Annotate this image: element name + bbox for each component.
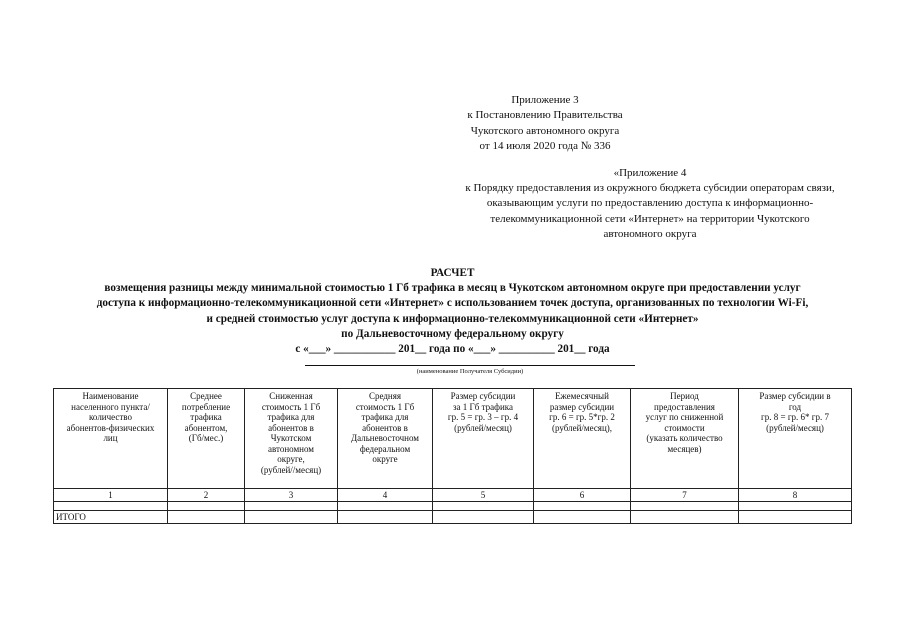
annex4-line: «Приложение 4 (613, 167, 687, 179)
table-cell (338, 501, 433, 510)
header-cell: Средняя стоимость 1 Гб трафика для абонентов в Дальневосточном федеральном округе (338, 389, 433, 489)
table-cell (433, 501, 534, 510)
recipient-caption: (наименование Получателя Субсидии) (416, 368, 524, 375)
header-cell: Сниженная стоимость 1 Гб трафика для абонентов в Чукотском автономном округе, (рублей//месяц) (245, 389, 338, 489)
annex4-line: к Порядку предоставления из окружного бюджета субсидии операторам связи, (465, 182, 835, 195)
table-cell (534, 510, 631, 524)
table-cell (433, 510, 534, 524)
column-number: 2 (168, 489, 245, 502)
annex-line: Приложение 3 (511, 94, 579, 106)
annex-reference (380, 93, 710, 155)
header-cell: Среднее потребление трафика абонентом, (Гб/мес.) (168, 389, 245, 489)
column-number: 1 (54, 489, 168, 502)
annex-line: от 14 июля 2020 года № 336 (479, 140, 611, 153)
annex4-reference (415, 166, 885, 242)
column-number: 8 (739, 489, 852, 502)
title-line: по Дальневосточному федеральному округу (341, 327, 564, 340)
table-cell (168, 510, 245, 524)
table-cell (739, 510, 852, 524)
table-header-row (54, 389, 852, 489)
table-cell (168, 501, 245, 510)
annex4-line: автономного округа (603, 227, 697, 240)
header-cell: Период предоставления услуг по сниженной стоимости (указать количество месяцев) (631, 389, 739, 489)
header-cell: Ежемесячный размер субсидии гр. 6 = гр. 5*гр. 2 (рублей/месяц), (534, 389, 631, 489)
column-number: 4 (338, 489, 433, 502)
empty-data-row (54, 501, 852, 510)
table-cell (631, 501, 739, 510)
annex4-line: оказывающим услуги по предоставлению доступа к информационно- (486, 197, 814, 210)
table-cell (245, 501, 338, 510)
title-line: доступа к информационно-телекоммуникационной сети «Интернет» с использованием точек доступа, организованных по технологии Wi-Fi, (96, 297, 809, 310)
document-title (20, 266, 885, 357)
annex-line: Чукотского автономного округа (470, 124, 620, 137)
column-number: 3 (245, 489, 338, 502)
table-cell (54, 501, 168, 510)
column-number: 5 (433, 489, 534, 502)
title-line: и средней стоимостью услуг доступа к информационно-телекоммуникационной сети «Интернет» (206, 312, 699, 325)
calculation-table (53, 388, 852, 524)
column-number: 7 (631, 489, 739, 502)
table-cell (631, 510, 739, 524)
annex-line: к Постановлению Правительства (467, 109, 623, 122)
title-line: возмещения разницы между минимальной стоимостью 1 Гб трафика в месяц в Чукотском автономном округе при предоставлении услуг (104, 282, 801, 295)
total-row (54, 510, 852, 524)
table-cell (534, 501, 631, 510)
table-cell (338, 510, 433, 524)
annex4-line: телекоммуникационной сети «Интернет» на территории Чукотского (490, 212, 810, 225)
recipient-name-line (305, 365, 635, 366)
header-cell: Размер субсидии за 1 Гб трафика гр. 5 = гр. 3 – гр. 4 (рублей/месяц) (433, 389, 534, 489)
header-cell: Наименование населенного пункта/ количество абонентов-физических лиц (54, 389, 168, 489)
table-cell (739, 501, 852, 510)
title-period-line: с «___» ___________ 201__ года по «___» __________ 201__ года (295, 343, 610, 356)
title-heading: РАСЧЕТ (430, 267, 475, 279)
column-number: 6 (534, 489, 631, 502)
column-number-row (54, 489, 852, 502)
header-cell: Размер субсидии в год гр. 8 = гр. 6* гр. 7 (рублей/месяц) (739, 389, 852, 489)
table-cell (245, 510, 338, 524)
total-label: ИТОГО (54, 510, 168, 524)
